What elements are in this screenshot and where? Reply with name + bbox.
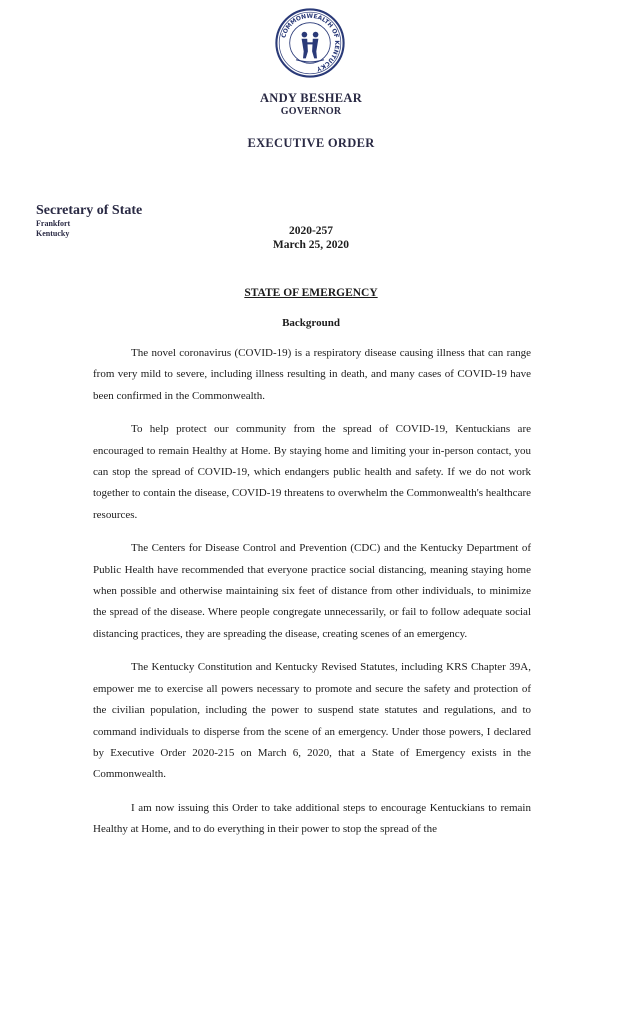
kentucky-seal-icon [275,8,345,78]
governor-name: ANDY BESHEAR [259,91,363,105]
seal-ring-text: COMMONWEALTH OF KENTUCKY [280,12,341,73]
document-type: EXECUTIVE ORDER [247,136,375,150]
governor-title: GOVERNOR [280,106,342,117]
order-number: 2020-257 [288,225,334,237]
paragraph: The Centers for Disease Control and Prevention (CDC) and the Kentucky Department of Public Health have recommended that everyone practice social distancing, meaning staying home when possible and otherwise maintaining six feet of distance from other individuals, to minimize the spread of the disease. Where people congregate unnecessarily, or fail to follow adequate social distancing practices, they are spreading the disease, creating scenes of an emergency. [93,542,531,640]
secretary-city: Frankfort [36,219,71,228]
order-date: March 25, 2020 [272,239,350,251]
document-body [93,343,531,853]
secretary-title: Secretary of State [36,203,143,218]
paragraph: The novel coronavirus (COVID-19) is a respiratory disease causing illness that can range from very mild to severe, including illness resulting in death, and many cases of COVID-19 have been confirmed in the Commonwealth. [93,347,531,402]
section-heading: STATE OF EMERGENCY [244,287,378,299]
section-subheading: Background [282,317,340,329]
paragraph: The Kentucky Constitution and Kentucky Revised Statutes, including KRS Chapter 39A, empower me to exercise all powers necessary to promote and secure the safety and protection of the civilian population, including the power to suspend state statutes and regulations, and to command individuals to disperse from the scene of an emergency. Under those powers, I declared by Executive Order 2020-215 on March 6, 2020, that a State of Emergency exists in the Commonwealth. [93,661,531,781]
secretary-state: Kentucky [36,229,70,238]
paragraph: I am now issuing this Order to take additional steps to encourage Kentuckians to remain Healthy at Home, and to do everything in their power to stop the spread of the [93,801,531,836]
paragraph: To help protect our community from the spread of COVID-19, Kentuckians are encouraged to remain Healthy at Home. By staying home and limiting your in-person contact, you can stop the spread of COVID-19, which endangers public health and safety. If we do not work together to contain the disease, COVID-19 threatens to overwhelm the Commonwealth's healthcare resources. [93,423,531,521]
